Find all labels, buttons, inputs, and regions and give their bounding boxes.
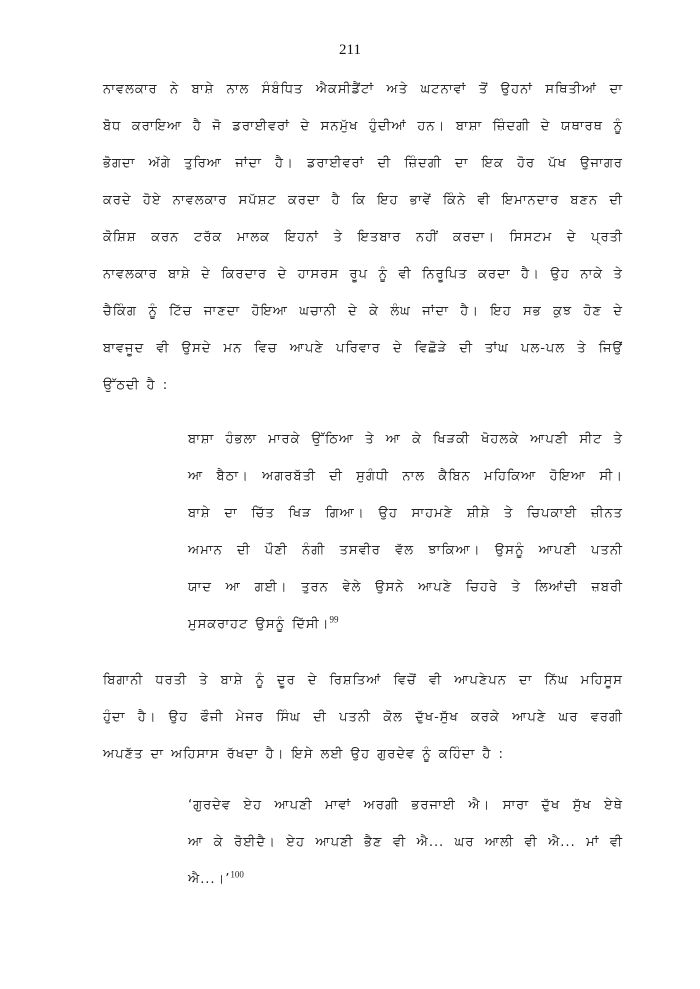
footnote-ref-99: 99 bbox=[329, 614, 339, 625]
quote-line: ਅਮਾਨ ਦੀ ਪੌਣੀ ਨੰਗੀ ਤਸਵੀਰ ਵੱਲ ਝਾਕਿਆ। ਉਸਨੂੰ ਆਪਣੀ ਪਤਨੀ bbox=[188, 543, 623, 558]
quote-line: ਆ ਕੇ ਰੋਈਦੈ। ਏਹ ਆਪਣੀ ਭੈਣ ਵੀ ਐ... ਘਰ ਆਲੀ ਵੀ ਐ... ਮਾਂ ਵੀ bbox=[188, 835, 623, 850]
quote-line: ਯਾਦ ਆ ਗਈ। ਤੁਰਨ ਵੇਲੇ ਉਸਨੇ ਆਪਣੇ ਚਿਹਰੇ ਤੇ ਲਿਆਂਦੀ ਜ਼ਬਰੀ bbox=[188, 580, 623, 595]
quote-line: ਬਾਸ਼ੇ ਦਾ ਚਿੱਤ ਖਿੜ ਗਿਆ। ਉਹ ਸਾਹਮਣੇ ਸ਼ੀਸ਼ੇ ਤੇ ਚਿਪਕਾਈ ਜ਼ੀਨਤ bbox=[188, 506, 623, 521]
paragraph-line: ਚੈਕਿੰਗ ਨੂੰ ਟਿੱਚ ਜਾਣਦਾ ਹੋਇਆ ਘਚਾਨੀ ਦੇ ਕੇ ਲੰਘ ਜਾਂਦਾ ਹੈ। ਇਹ ਸਭ ਕੁਝ ਹੋਣ ਦੇ bbox=[103, 304, 623, 319]
paragraph-line: ਬਾਵਜੂਦ ਵੀ ਉਸਦੇ ਮਨ ਵਿਚ ਆਪਣੇ ਪਰਿਵਾਰ ਦੇ ਵਿਛੋੜੇ ਦੀ ਤਾਂਘ ਪਲ-ਪਲ ਤੇ ਜਿਉਂ bbox=[103, 341, 623, 356]
paragraph-line: ਅਪਣੱਤ ਦਾ ਅਹਿਸਾਸ ਰੱਖਦਾ ਹੈ। ਇਸੇ ਲਈ ਉਹ ਗੁਰਦੇਵ ਨੂੰ ਕਹਿੰਦਾ ਹੈ : bbox=[103, 747, 504, 762]
quote-line bbox=[188, 615, 623, 635]
page-number: 211 bbox=[339, 42, 361, 58]
paragraph-line: ਕਰਦੇ ਹੋਏ ਨਾਵਲਕਾਰ ਸਪੱਸ਼ਟ ਕਰਦਾ ਹੈ ਕਿ ਇਹ ਭਾਵੇਂ ਕਿੰਨੇ ਵੀ ਇਮਾਨਦਾਰ ਬਣਨ ਦੀ bbox=[103, 193, 623, 208]
quote-line: ਆ ਬੈਠਾ। ਅਗਰਬੱਤੀ ਦੀ ਸੁਗੰਧੀ ਨਾਲ ਕੈਬਿਨ ਮਹਿਕਿਆ ਹੋਇਆ ਸੀ। bbox=[188, 469, 623, 484]
quote-line: ‘ਗੁਰਦੇਵ ਏਹ ਆਪਣੀ ਮਾਵਾਂ ਅਰਗੀ ਭਰਜਾਈ ਐ। ਸਾਰਾ ਦੁੱਖ ਸੁੱਖ ਏਥੇ bbox=[188, 798, 623, 813]
paragraph-line: ਭੋਗਦਾ ਅੱਗੇ ਤੁਰਿਆ ਜਾਂਦਾ ਹੈ। ਡਰਾਈਵਰਾਂ ਦੀ ਜ਼ਿੰਦਗੀ ਦਾ ਇਕ ਹੋਰ ਪੱਖ ਉਜਾਗਰ bbox=[103, 156, 623, 171]
paragraph-line: ਨਾਵਲਕਾਰ ਨੇ ਬਾਸ਼ੇ ਨਾਲ ਸੰਬੰਧਿਤ ਐਕਸੀਡੈਂਟਾਂ ਅਤੇ ਘਟਨਾਵਾਂ ਤੋਂ ਉਹਨਾਂ ਸਥਿਤੀਆਂ ਦਾ bbox=[103, 82, 623, 97]
paragraph-line: ਬਿਗਾਨੀ ਧਰਤੀ ਤੇ ਬਾਸ਼ੇ ਨੂੰ ਦੂਰ ਦੇ ਰਿਸ਼ਤਿਆਂ ਵਿਚੋਂ ਵੀ ਆਪਣੇਪਨ ਦਾ ਨਿੱਘ ਮਹਿਸੂਸ bbox=[103, 673, 623, 688]
paragraph-line: ਹੁੰਦਾ ਹੈ। ਉਹ ਫੌਜੀ ਮੇਜਰ ਸਿੰਘ ਦੀ ਪਤਨੀ ਕੋਲ ਦੁੱਖ-ਸੁੱਖ ਕਰਕੇ ਆਪਣੇ ਘਰ ਵਰਗੀ bbox=[103, 710, 623, 725]
paragraph-line: ਉੱਠਦੀ ਹੈ : bbox=[103, 378, 169, 393]
quote-line bbox=[188, 870, 623, 890]
paragraph-line: ਬੋਧ ਕਰਾਇਆ ਹੈ ਜੋ ਡਰਾਈਵਰਾਂ ਦੇ ਸਨਮੁੱਖ ਹੁੰਦੀਆਂ ਹਨ। ਬਾਸ਼ਾ ਜ਼ਿੰਦਗੀ ਦੇ ਯਥਾਰਥ ਨੂੰ bbox=[103, 119, 623, 134]
quote-line-text: ਐ...।’ bbox=[188, 872, 231, 887]
footnote-ref-100: 100 bbox=[230, 869, 244, 880]
paragraph-line: ਨਾਵਲਕਾਰ ਬਾਸ਼ੇ ਦੇ ਕਿਰਦਾਰ ਦੇ ਹਾਸਰਸ ਰੂਪ ਨੂੰ ਵੀ ਨਿਰੂਪਿਤ ਕਰਦਾ ਹੈ। ਉਹ ਨਾਕੇ ਤੇ bbox=[103, 267, 623, 282]
quote-line: ਬਾਸ਼ਾ ਹੰਭਲਾ ਮਾਰਕੇ ਉੱਠਿਆ ਤੇ ਆ ਕੇ ਖਿੜਕੀ ਖੋਹਲਕੇ ਆਪਣੀ ਸੀਟ ਤੇ bbox=[188, 432, 623, 447]
quote-line-text: ਮੁਸਕਰਾਹਟ ਉਸਨੂੰ ਦਿੱਸੀ। bbox=[188, 617, 330, 632]
paragraph-line: ਕੋਸ਼ਿਸ਼ ਕਰਨ ਟਰੱਕ ਮਾਲਕ ਇਹਨਾਂ ਤੇ ਇਤਬਾਰ ਨਹੀਂ ਕਰਦਾ। ਸਿਸਟਮ ਦੇ ਪ੍ਰਤੀ bbox=[103, 230, 623, 245]
